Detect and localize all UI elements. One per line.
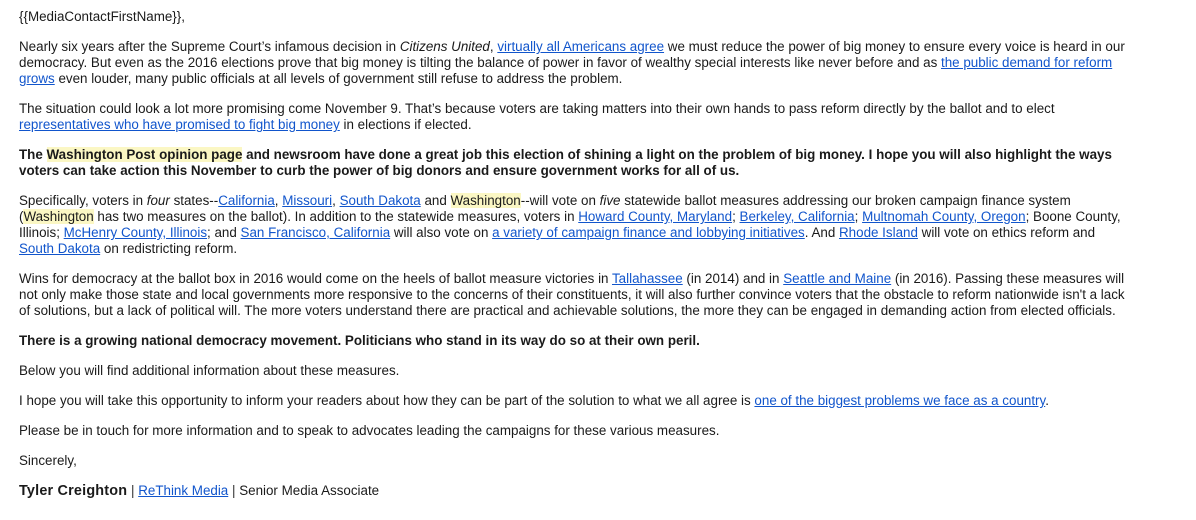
signature-name: Tyler Creighton (19, 483, 128, 499)
highlight-opinion-page: opinion page (159, 147, 243, 162)
link-seattle-and-maine[interactable]: Seattle and Maine (783, 271, 892, 286)
paragraph-wins-for-democracy: Wins for democracy at the ballot box in 2016 would come on the heels of ballot measure victories in Tallahassee (in 2014) and in Seattle and Maine (in 2016). Passing these measures will not only make those state and local governments more responsive to the concerns of their constituents, it will also further convince voters that the obstacle to reform nationwide isn't a lack of solutions, but a lack of political will. The more voters understand there are practical and achievable solutions, the more they can be engaged in demanding action from elected officials. (19, 271, 1125, 318)
highlight-washington: Washington (450, 193, 521, 208)
greeting: {{MediaContactFirstName}}, (19, 9, 185, 24)
link-south-dakota-2[interactable]: South Dakota (19, 241, 101, 256)
paragraph-below: Below you will find additional information about these measures. (19, 363, 400, 378)
paragraph-movement: There is a growing national democracy movement. Politicians who stand in its way do so at their own peril. (19, 333, 700, 348)
link-tallahassee[interactable]: Tallahassee (611, 271, 683, 286)
link-rethink-media[interactable]: ReThink Media (138, 483, 229, 498)
link-san-francisco[interactable]: San Francisco, California (240, 225, 391, 240)
signature: Tyler Creighton | ReThink Media | Senior Media Associate (19, 483, 380, 499)
link-south-dakota[interactable]: South Dakota (339, 193, 421, 208)
link-virtually-all-americans-agree[interactable]: virtually all Americans agree (497, 39, 665, 54)
link-missouri[interactable]: Missouri (282, 193, 333, 208)
link-california[interactable]: California (218, 193, 275, 208)
paragraph-ballot-measures: Specifically, voters in four states--California, Missouri, South Dakota and Washington--will vote on five statewide ballot measures addressing our broken campaign finance system (Washington has two measures on the ballot). In addition to the statewide measures, voters in Howard County, Maryland; Berkeley, California; Multnomah County, Oregon; Boone County, Illinois; McHenry County, Illinois; and San Francisco, California will also vote on a variety of campaign finance and lobbying initiatives. And Rhode Island will vote on ethics reform and South Dakota on redistricting reform. (19, 193, 1121, 256)
signature-title: Senior Media Associate (239, 483, 380, 498)
closing: Sincerely, (19, 453, 77, 468)
link-representatives-promised[interactable]: representatives who have promised to fight big money (19, 117, 340, 132)
paragraph-contact: Please be in touch for more information and to speak to advocates leading the campaigns for these various measures. (19, 423, 720, 438)
link-howard-county[interactable]: Howard County, Maryland (578, 209, 733, 224)
paragraph-situation: The situation could look a lot more promising come November 9. That’s because voters are taking matters into their own hands to pass reform directly by the ballot and to elect representatives who have promised to fight big money in elections if elected. (19, 101, 1055, 132)
paragraph-washington-post: The Washington Post opinion page and newsroom have done a great job this election of shining a light on the problem of big money. I hope you will also highlight the ways voters can take action this November to curb the power of big donors and ensure government works for all of us. (19, 147, 1112, 178)
link-rhode-island[interactable]: Rhode Island (839, 225, 918, 240)
link-mchenry-county[interactable]: McHenry County, Illinois (63, 225, 208, 240)
paragraph-intro: Nearly six years after the Supreme Court’s infamous decision in Citizens United, virtually all Americans agree we must reduce the power of big money to ensure every voice is heard in our democracy. But even as the 2016 elections prove that big money is tilting the balance of power in favor of wealthy special interests like never before and as the public demand for reform grows even louder, many public officials at all levels of government still refuse to address the problem. (19, 39, 1125, 86)
link-berkeley[interactable]: Berkeley, California (739, 209, 855, 224)
link-campaign-finance-initiatives[interactable]: a variety of campaign finance and lobbying initiatives (492, 225, 805, 240)
link-public-demand-for-reform[interactable]: the public demand for reform grows (19, 55, 1113, 86)
paragraph-hope: I hope you will take this opportunity to inform your readers about how they can be part of the solution to what we all agree is one of the biggest problems we face as a country. (19, 393, 1049, 408)
highlight-washington-post: Washington Post (46, 147, 156, 162)
link-biggest-problems[interactable]: one of the biggest problems we face as a country (754, 393, 1046, 408)
link-multnomah-county[interactable]: Multnomah County, Oregon (862, 209, 1026, 224)
highlight-washington-2: Washington (23, 209, 94, 224)
